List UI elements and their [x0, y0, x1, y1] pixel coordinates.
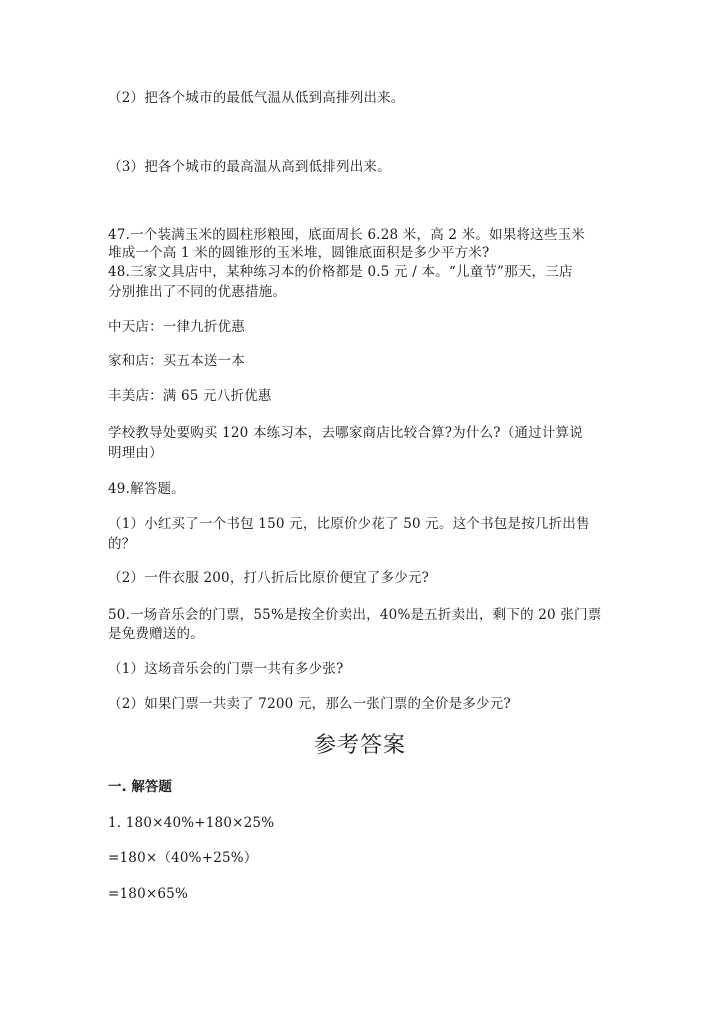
q49-part1-line2: 的？ — [108, 536, 136, 552]
q47-line2: 堆成一个高 1 米的圆锥形的玉米堆，圆锥底面积是多少平方米? — [108, 245, 490, 261]
q46-part2: （2）把各个城市的最低气温从低到高排列出来。 — [108, 90, 405, 106]
shop-jiahe: 家和店：买五本送一本 — [108, 353, 245, 369]
q50-line2: 是免费赠送的。 — [108, 626, 204, 642]
answer1-line2: =180×（40%+25%） — [108, 850, 258, 866]
answer1-line1: 1. 180×40%+180×25% — [108, 815, 275, 831]
q47-line1: 47.一个装满玉米的圆柱形粮囤，底面周长 6.28 米，高 2 米。如果将这些玉米 — [108, 227, 585, 243]
q48-line1: 48.三家文具店中，某种练习本的价格都是 0.5 元 / 本。“儿童节”那天，三店 — [108, 264, 573, 280]
q50-part2: （2）如果门票一共卖了 7200 元，那么一张门票的全价是多少元? — [108, 696, 511, 712]
q49-part1-line1: （1）小红买了一个书包 150 元，比原价少花了 50 元。这个书包是按几折出售 — [108, 516, 590, 532]
q50-line1: 50.一场音乐会的门票，55%是按全价卖出，40%是五折卖出，剩下的 20 张门票 — [108, 607, 602, 623]
q46-part3: （3）把各个城市的最高温从高到低排列出来。 — [108, 159, 391, 175]
section-title: 一. 解答题 — [108, 779, 172, 795]
shop-zhongtian: 中天店：一律九折优惠 — [108, 319, 245, 335]
shop-fengmei: 丰美店：满 65 元八折优惠 — [108, 388, 272, 404]
q49-heading: 49.解答题。 — [108, 481, 185, 497]
answer1-line3: =180×65% — [108, 886, 188, 902]
q48-question-line1: 学校教导处要购买 120 本练习本，去哪家商店比较合算?为什么?（通过计算说 — [108, 425, 583, 441]
q49-part2: （2）一件衣服 200，打八折后比原价便宜了多少元? — [108, 570, 430, 586]
answer-title: 参考答案 — [313, 733, 406, 758]
q50-part1: （1）这场音乐会的门票一共有多少张? — [108, 661, 344, 677]
q48-line2: 分别推出了不同的优惠措施。 — [108, 284, 287, 300]
q48-question-line2: 明理由） — [108, 445, 163, 461]
